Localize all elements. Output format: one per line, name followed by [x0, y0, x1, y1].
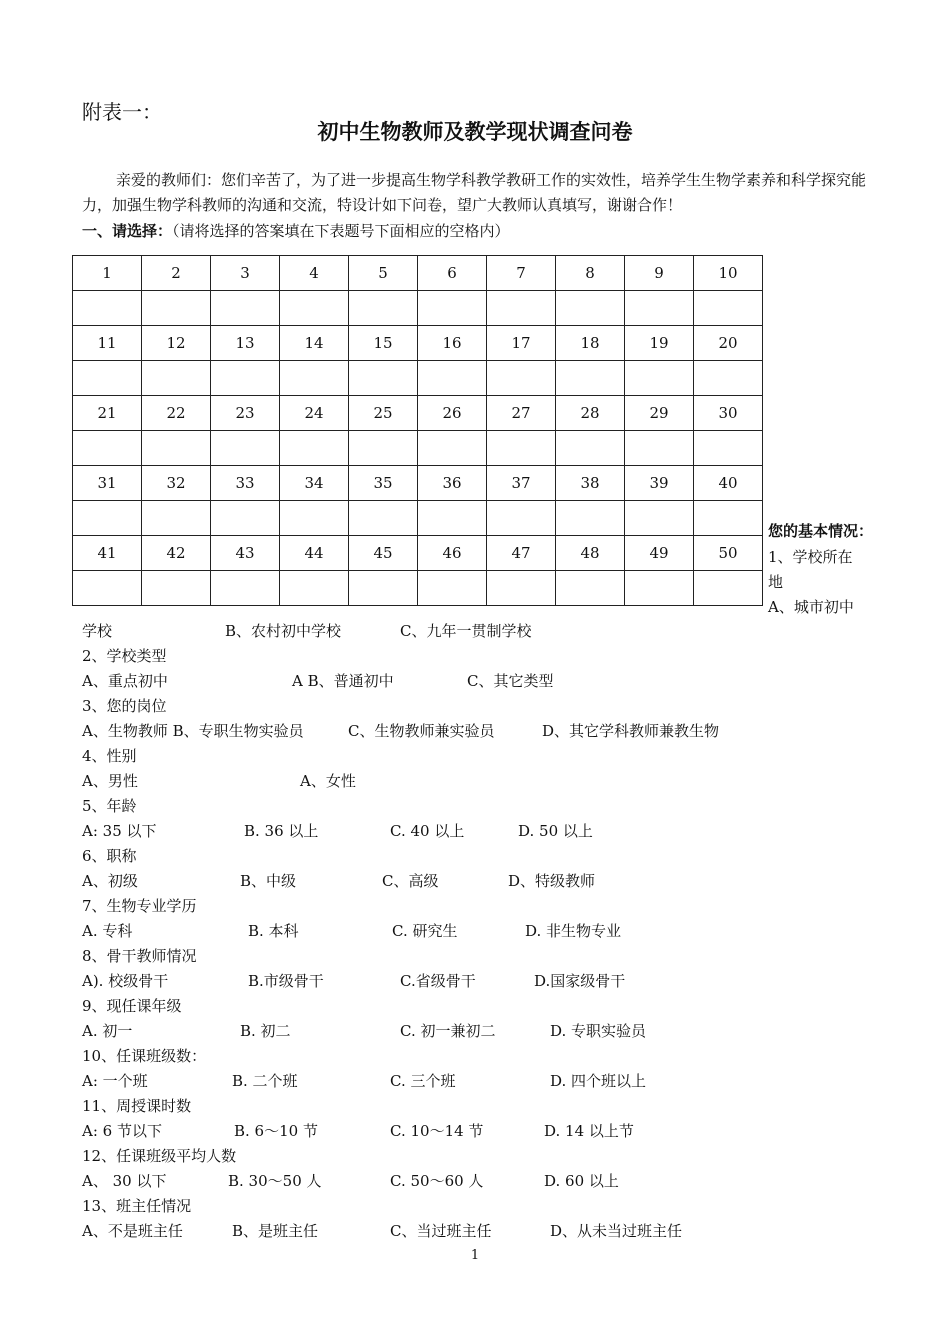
option-row — [82, 820, 842, 842]
intro-paragraph — [82, 168, 872, 218]
grid-number-row — [73, 256, 763, 291]
option-label: A: 6 节以下 — [82, 1122, 162, 1140]
question-number-cell: 31 — [73, 466, 142, 501]
question-number-cell: 24 — [280, 396, 349, 431]
answer-cell[interactable] — [418, 501, 487, 536]
question-number-cell: 7 — [487, 256, 556, 291]
option-label: B. 二个班 — [232, 1072, 298, 1090]
question-number-cell: 3 — [211, 256, 280, 291]
question-number-cell: 39 — [625, 466, 694, 501]
question-text: 3、您的岗位 — [82, 697, 167, 715]
option-row — [82, 1070, 842, 1092]
question-number-cell: 44 — [280, 536, 349, 571]
answer-cell[interactable] — [556, 431, 625, 466]
answer-cell[interactable] — [418, 431, 487, 466]
option-label: D、从未当过班主任 — [550, 1222, 683, 1240]
question-number-cell: 13 — [211, 326, 280, 361]
option-row — [82, 870, 842, 892]
appendix-label: 附表一： — [82, 100, 162, 124]
option-label: A、重点初中 — [82, 672, 168, 690]
answer-cell[interactable] — [73, 431, 142, 466]
answer-cell[interactable] — [142, 501, 211, 536]
grid-number-row — [73, 396, 763, 431]
question-number-cell: 25 — [349, 396, 418, 431]
answer-cell[interactable] — [487, 361, 556, 396]
option-label: C. 40 以上 — [390, 822, 465, 840]
option-label: B. 6～10 节 — [234, 1122, 318, 1140]
question-number-cell: 37 — [487, 466, 556, 501]
question-number-cell: 23 — [211, 396, 280, 431]
option-row — [82, 620, 842, 642]
option-row — [82, 1170, 842, 1192]
option-label: A、不是班主任 — [82, 1222, 183, 1240]
answer-cell[interactable] — [487, 501, 556, 536]
option-label: C、其它类型 — [467, 672, 554, 690]
question-number-cell: 36 — [418, 466, 487, 501]
answer-cell[interactable] — [418, 291, 487, 326]
section-instruction: （请将选择的答案填在下表题号下面相应的空格内） — [172, 222, 510, 240]
question-number-cell: 47 — [487, 536, 556, 571]
answer-cell[interactable] — [280, 361, 349, 396]
answer-cell[interactable] — [142, 431, 211, 466]
question-number-cell: 28 — [556, 396, 625, 431]
option-label: B、是班主任 — [232, 1222, 319, 1240]
option-label: C、高级 — [382, 872, 439, 890]
option-label: A: 35 以下 — [82, 822, 157, 840]
question-number-cell: 17 — [487, 326, 556, 361]
question-number-cell: 40 — [694, 466, 763, 501]
option-label: A B、普通初中 — [292, 672, 394, 690]
question-number-cell: 22 — [142, 396, 211, 431]
question-number-cell: 15 — [349, 326, 418, 361]
question-text: 4、性别 — [82, 747, 137, 765]
answer-cell[interactable] — [211, 571, 280, 606]
question-number-cell: 46 — [418, 536, 487, 571]
question-number-cell: 26 — [418, 396, 487, 431]
grid-answer-row — [73, 571, 763, 606]
question-text: 5、年龄 — [82, 797, 137, 815]
question-number-cell: 20 — [694, 326, 763, 361]
option-label: B. 本科 — [248, 922, 299, 940]
answer-cell[interactable] — [625, 571, 694, 606]
option-label: C、生物教师兼实验员 — [348, 722, 495, 740]
question-number-cell: 38 — [556, 466, 625, 501]
answer-cell[interactable] — [349, 571, 418, 606]
answer-cell[interactable] — [142, 361, 211, 396]
option-label: 学校 — [82, 622, 113, 640]
option-row — [82, 670, 842, 692]
question-number-cell: 14 — [280, 326, 349, 361]
answer-cell[interactable] — [211, 501, 280, 536]
question-number-cell: 12 — [142, 326, 211, 361]
option-label: A: 一个班 — [82, 1072, 148, 1090]
grid-number-row — [73, 536, 763, 571]
answer-grid — [72, 255, 763, 606]
option-label: C. 研究生 — [392, 922, 458, 940]
answer-cell[interactable] — [349, 361, 418, 396]
grid-answer-row — [73, 501, 763, 536]
grid-answer-row — [73, 291, 763, 326]
question-number-cell: 1 — [73, 256, 142, 291]
grid-answer-row — [73, 431, 763, 466]
section-heading — [82, 220, 510, 241]
option-label: D. 60 以上 — [544, 1172, 619, 1190]
question-number-cell: 19 — [625, 326, 694, 361]
question-text: 12、任课班级平均人数 — [82, 1147, 237, 1165]
option-label: D、其它学科教师兼教生物 — [542, 722, 720, 740]
question-number-cell: 49 — [625, 536, 694, 571]
option-label: A. 专科 — [82, 922, 133, 940]
answer-cell[interactable] — [694, 361, 763, 396]
option-label: C、九年一贯制学校 — [400, 622, 532, 640]
answer-cell[interactable] — [349, 291, 418, 326]
question-number-cell: 11 — [73, 326, 142, 361]
question-number-cell: 18 — [556, 326, 625, 361]
option-row — [82, 920, 842, 942]
answer-cell[interactable] — [694, 571, 763, 606]
answer-cell[interactable] — [142, 571, 211, 606]
question-number-cell: 16 — [418, 326, 487, 361]
question-number-cell: 29 — [625, 396, 694, 431]
option-label: C. 10～14 节 — [390, 1122, 484, 1140]
option-label: A、初级 — [82, 872, 138, 890]
answer-cell[interactable] — [625, 431, 694, 466]
option-row — [82, 720, 842, 742]
answer-cell[interactable] — [487, 571, 556, 606]
option-label: D. 专职实验员 — [550, 1022, 647, 1040]
intro-text: 亲爱的教师们：您们辛苦了，为了进一步提高生物学科教学教研工作的实效性，培养学生生物学素养和科学探究能力，加强生物学科教师的沟通和交流，特设计如下问卷，望广大教师认真填写，谢谢合作！ — [82, 171, 867, 214]
answer-cell[interactable] — [694, 291, 763, 326]
option-label: D、特级教师 — [508, 872, 596, 890]
question-number-cell: 34 — [280, 466, 349, 501]
answer-cell[interactable] — [694, 501, 763, 536]
answer-cell[interactable] — [73, 361, 142, 396]
answer-cell[interactable] — [487, 291, 556, 326]
question-number-cell: 42 — [142, 536, 211, 571]
option-label: D. 50 以上 — [518, 822, 593, 840]
answer-cell[interactable] — [349, 501, 418, 536]
question-text: 9、现任课年级 — [82, 997, 182, 1015]
question-number-cell: 2 — [142, 256, 211, 291]
answer-cell[interactable] — [73, 501, 142, 536]
option-label: A、 30 以下 — [82, 1172, 167, 1190]
answer-cell[interactable] — [73, 291, 142, 326]
answer-cell[interactable] — [73, 571, 142, 606]
option-label: B、中级 — [240, 872, 297, 890]
question-number-cell: 50 — [694, 536, 763, 571]
basic-info-line: A、城市初中 — [768, 598, 854, 616]
option-label: C. 50～60 人 — [390, 1172, 484, 1190]
option-label: D.国家级骨干 — [534, 972, 626, 990]
question-number-cell: 5 — [349, 256, 418, 291]
answer-cell[interactable] — [556, 501, 625, 536]
question-number-cell: 35 — [349, 466, 418, 501]
question-number-cell: 4 — [280, 256, 349, 291]
option-label: A、男性 — [82, 772, 138, 790]
question-number-cell: 32 — [142, 466, 211, 501]
answer-cell[interactable] — [280, 571, 349, 606]
page-title: 初中生物教师及教学现状调查问卷 — [317, 119, 633, 144]
question-number-cell: 10 — [694, 256, 763, 291]
answer-cell[interactable] — [556, 361, 625, 396]
option-row — [82, 1020, 842, 1042]
option-label: A、生物教师 B、专职生物实验员 — [82, 722, 304, 740]
option-label: B、农村初中学校 — [225, 622, 342, 640]
answer-cell[interactable] — [280, 291, 349, 326]
basic-info-line: 1、学校所在 — [768, 548, 853, 566]
option-label: C. 三个班 — [390, 1072, 456, 1090]
answer-cell[interactable] — [556, 291, 625, 326]
option-row — [82, 970, 842, 992]
answer-cell[interactable] — [487, 431, 556, 466]
question-number-cell: 45 — [349, 536, 418, 571]
option-label: D. 14 以上节 — [544, 1122, 634, 1140]
answer-cell[interactable] — [625, 501, 694, 536]
question-number-cell: 8 — [556, 256, 625, 291]
question-text: 11、周授课时数 — [82, 1097, 192, 1115]
option-label: D. 四个班以上 — [550, 1072, 647, 1090]
grid-answer-row — [73, 361, 763, 396]
option-label: C.省级骨干 — [400, 972, 476, 990]
option-label: A). 校级骨干 — [82, 972, 169, 990]
question-text: 10、任课班级数： — [82, 1047, 207, 1065]
option-label: D. 非生物专业 — [525, 922, 622, 940]
grid-number-row — [73, 466, 763, 501]
option-row — [82, 1220, 842, 1242]
answer-cell[interactable] — [211, 361, 280, 396]
answer-cell[interactable] — [211, 431, 280, 466]
option-label: C、当过班主任 — [390, 1222, 492, 1240]
question-number-cell: 27 — [487, 396, 556, 431]
question-text: 8、骨干教师情况 — [82, 947, 197, 965]
answer-cell[interactable] — [418, 571, 487, 606]
option-label: B. 30～50 人 — [228, 1172, 322, 1190]
question-number-cell: 21 — [73, 396, 142, 431]
answer-cell[interactable] — [142, 291, 211, 326]
grid-number-row — [73, 326, 763, 361]
option-label: B. 36 以上 — [244, 822, 319, 840]
question-number-cell: 43 — [211, 536, 280, 571]
page-number: 1 — [470, 1248, 480, 1263]
answer-cell[interactable] — [694, 431, 763, 466]
answer-cell[interactable] — [211, 291, 280, 326]
answer-cell[interactable] — [625, 291, 694, 326]
section-label: 一、请选择： — [82, 222, 173, 240]
question-number-cell: 30 — [694, 396, 763, 431]
basic-info-line: 地 — [768, 573, 784, 591]
basic-info-heading: 您的基本情况： — [768, 522, 874, 540]
question-text: 13、班主任情况 — [82, 1197, 192, 1215]
answer-cell[interactable] — [280, 431, 349, 466]
question-text: 7、生物专业学历 — [82, 897, 197, 915]
question-number-cell: 9 — [625, 256, 694, 291]
question-text: 6、职称 — [82, 847, 137, 865]
question-number-cell: 33 — [211, 466, 280, 501]
option-label: B. 初二 — [240, 1022, 291, 1040]
option-label: B.市级骨干 — [248, 972, 324, 990]
question-text: 2、学校类型 — [82, 647, 167, 665]
question-number-cell: 48 — [556, 536, 625, 571]
answer-cell[interactable] — [418, 361, 487, 396]
option-row — [82, 1120, 842, 1142]
answer-cell[interactable] — [349, 431, 418, 466]
option-label: C. 初一兼初二 — [400, 1022, 496, 1040]
option-label: A、女性 — [300, 772, 356, 790]
answer-cell[interactable] — [625, 361, 694, 396]
question-number-cell: 41 — [73, 536, 142, 571]
option-label: A. 初一 — [82, 1022, 133, 1040]
answer-cell[interactable] — [280, 501, 349, 536]
question-number-cell: 6 — [418, 256, 487, 291]
option-row — [82, 770, 842, 792]
answer-cell[interactable] — [556, 571, 625, 606]
